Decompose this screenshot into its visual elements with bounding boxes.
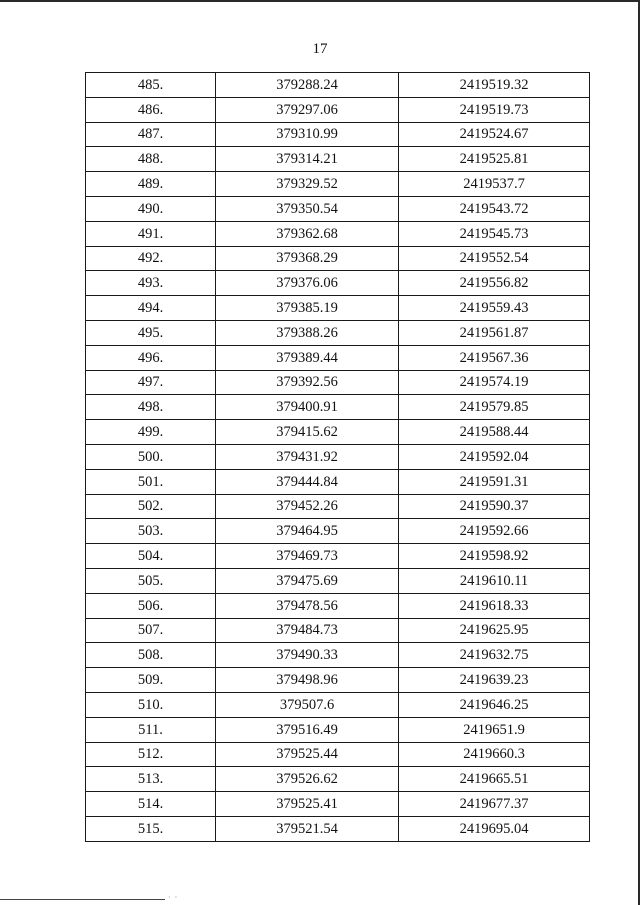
point-number-cell: 489.	[86, 172, 216, 197]
table-row	[86, 717, 590, 742]
table-row	[86, 271, 590, 296]
y-coordinate-cell: 2419556.82	[399, 271, 590, 296]
table-row	[86, 395, 590, 420]
y-coordinate-cell: 2419525.81	[399, 147, 590, 172]
point-number-cell: 500.	[86, 444, 216, 469]
table-row	[86, 370, 590, 395]
y-coordinate-cell: 2419590.37	[399, 494, 590, 519]
x-coordinate-cell: 379525.41	[216, 792, 399, 817]
y-coordinate-cell: 2419537.7	[399, 172, 590, 197]
x-coordinate-cell: 379329.52	[216, 172, 399, 197]
x-coordinate-cell: 379516.49	[216, 717, 399, 742]
point-number-cell: 499.	[86, 420, 216, 445]
y-coordinate-cell: 2419639.23	[399, 668, 590, 693]
x-coordinate-cell: 379385.19	[216, 296, 399, 321]
y-coordinate-cell: 2419574.19	[399, 370, 590, 395]
table-row	[86, 320, 590, 345]
point-number-cell: 485.	[86, 73, 216, 98]
y-coordinate-cell: 2419660.3	[399, 742, 590, 767]
y-coordinate-cell: 2419567.36	[399, 345, 590, 370]
point-number-cell: 486.	[86, 97, 216, 122]
y-coordinate-cell: 2419598.92	[399, 544, 590, 569]
table-row	[86, 816, 590, 841]
x-coordinate-cell: 379368.29	[216, 246, 399, 271]
table-row	[86, 568, 590, 593]
y-coordinate-cell: 2419632.75	[399, 643, 590, 668]
point-number-cell: 495.	[86, 320, 216, 345]
x-coordinate-cell: 379490.33	[216, 643, 399, 668]
y-coordinate-cell: 2419651.9	[399, 717, 590, 742]
y-coordinate-cell: 2419524.67	[399, 122, 590, 147]
x-coordinate-cell: 379475.69	[216, 568, 399, 593]
coordinates-table	[85, 72, 590, 842]
table-row	[86, 494, 590, 519]
x-coordinate-cell: 379444.84	[216, 469, 399, 494]
table-row	[86, 544, 590, 569]
point-number-cell: 507.	[86, 618, 216, 643]
table-row	[86, 147, 590, 172]
point-number-cell: 487.	[86, 122, 216, 147]
point-number-cell: 497.	[86, 370, 216, 395]
y-coordinate-cell: 2419591.31	[399, 469, 590, 494]
point-number-cell: 512.	[86, 742, 216, 767]
x-coordinate-cell: 379350.54	[216, 196, 399, 221]
x-coordinate-cell: 379431.92	[216, 444, 399, 469]
table-row	[86, 519, 590, 544]
table-row	[86, 618, 590, 643]
table-row	[86, 97, 590, 122]
x-coordinate-cell: 379389.44	[216, 345, 399, 370]
point-number-cell: 504.	[86, 544, 216, 569]
x-coordinate-cell: 379400.91	[216, 395, 399, 420]
table-row	[86, 643, 590, 668]
x-coordinate-cell: 379498.96	[216, 668, 399, 693]
coordinates-table-body	[86, 73, 590, 842]
y-coordinate-cell: 2419646.25	[399, 692, 590, 717]
point-number-cell: 492.	[86, 246, 216, 271]
y-coordinate-cell: 2419519.32	[399, 73, 590, 98]
table-row	[86, 742, 590, 767]
y-coordinate-cell: 2419519.73	[399, 97, 590, 122]
point-number-cell: 503.	[86, 519, 216, 544]
table-row	[86, 767, 590, 792]
y-coordinate-cell: 2419579.85	[399, 395, 590, 420]
point-number-cell: 508.	[86, 643, 216, 668]
point-number-cell: 506.	[86, 593, 216, 618]
y-coordinate-cell: 2419610.11	[399, 568, 590, 593]
table-row	[86, 444, 590, 469]
x-coordinate-cell: 379388.26	[216, 320, 399, 345]
y-coordinate-cell: 2419559.43	[399, 296, 590, 321]
point-number-cell: 513.	[86, 767, 216, 792]
x-coordinate-cell: 379526.62	[216, 767, 399, 792]
table-row	[86, 593, 590, 618]
table-row	[86, 73, 590, 98]
table-row	[86, 221, 590, 246]
x-coordinate-cell: 379297.06	[216, 97, 399, 122]
x-coordinate-cell: 379415.62	[216, 420, 399, 445]
table-row	[86, 172, 590, 197]
point-number-cell: 505.	[86, 568, 216, 593]
y-coordinate-cell: 2419543.72	[399, 196, 590, 221]
y-coordinate-cell: 2419592.04	[399, 444, 590, 469]
x-coordinate-cell: 379469.73	[216, 544, 399, 569]
point-number-cell: 511.	[86, 717, 216, 742]
y-coordinate-cell: 2419592.66	[399, 519, 590, 544]
table-row	[86, 122, 590, 147]
y-coordinate-cell: 2419665.51	[399, 767, 590, 792]
scan-border-top	[0, 0, 640, 2]
point-number-cell: 490.	[86, 196, 216, 221]
x-coordinate-cell: 379478.56	[216, 593, 399, 618]
x-coordinate-cell: 379484.73	[216, 618, 399, 643]
x-coordinate-cell: 379521.54	[216, 816, 399, 841]
x-coordinate-cell: 379525.44	[216, 742, 399, 767]
table-row	[86, 692, 590, 717]
x-coordinate-cell: 379452.26	[216, 494, 399, 519]
y-coordinate-cell: 2419545.73	[399, 221, 590, 246]
x-coordinate-cell: 379314.21	[216, 147, 399, 172]
x-coordinate-cell: 379464.95	[216, 519, 399, 544]
y-coordinate-cell: 2419588.44	[399, 420, 590, 445]
footer-rule	[0, 899, 165, 900]
point-number-cell: 494.	[86, 296, 216, 321]
x-coordinate-cell: 379507.6	[216, 692, 399, 717]
x-coordinate-cell: 379310.99	[216, 122, 399, 147]
point-number-cell: 501.	[86, 469, 216, 494]
y-coordinate-cell: 2419552.54	[399, 246, 590, 271]
x-coordinate-cell: 379362.68	[216, 221, 399, 246]
point-number-cell: 502.	[86, 494, 216, 519]
table-row	[86, 246, 590, 271]
y-coordinate-cell: 2419561.87	[399, 320, 590, 345]
table-row	[86, 420, 590, 445]
point-number-cell: 488.	[86, 147, 216, 172]
point-number-cell: 514.	[86, 792, 216, 817]
table-row	[86, 196, 590, 221]
x-coordinate-cell: 379376.06	[216, 271, 399, 296]
point-number-cell: 509.	[86, 668, 216, 693]
page-number: 17	[312, 41, 328, 57]
point-number-cell: 515.	[86, 816, 216, 841]
table-row	[86, 668, 590, 693]
point-number-cell: 496.	[86, 345, 216, 370]
y-coordinate-cell: 2419677.37	[399, 792, 590, 817]
y-coordinate-cell: 2419618.33	[399, 593, 590, 618]
point-number-cell: 510.	[86, 692, 216, 717]
x-coordinate-cell: 379392.56	[216, 370, 399, 395]
x-coordinate-cell: 379288.24	[216, 73, 399, 98]
table-row	[86, 296, 590, 321]
footer-dots: · ·	[168, 893, 179, 902]
point-number-cell: 493.	[86, 271, 216, 296]
y-coordinate-cell: 2419695.04	[399, 816, 590, 841]
table-row	[86, 469, 590, 494]
point-number-cell: 491.	[86, 221, 216, 246]
point-number-cell: 498.	[86, 395, 216, 420]
y-coordinate-cell: 2419625.95	[399, 618, 590, 643]
table-row	[86, 345, 590, 370]
table-row	[86, 792, 590, 817]
